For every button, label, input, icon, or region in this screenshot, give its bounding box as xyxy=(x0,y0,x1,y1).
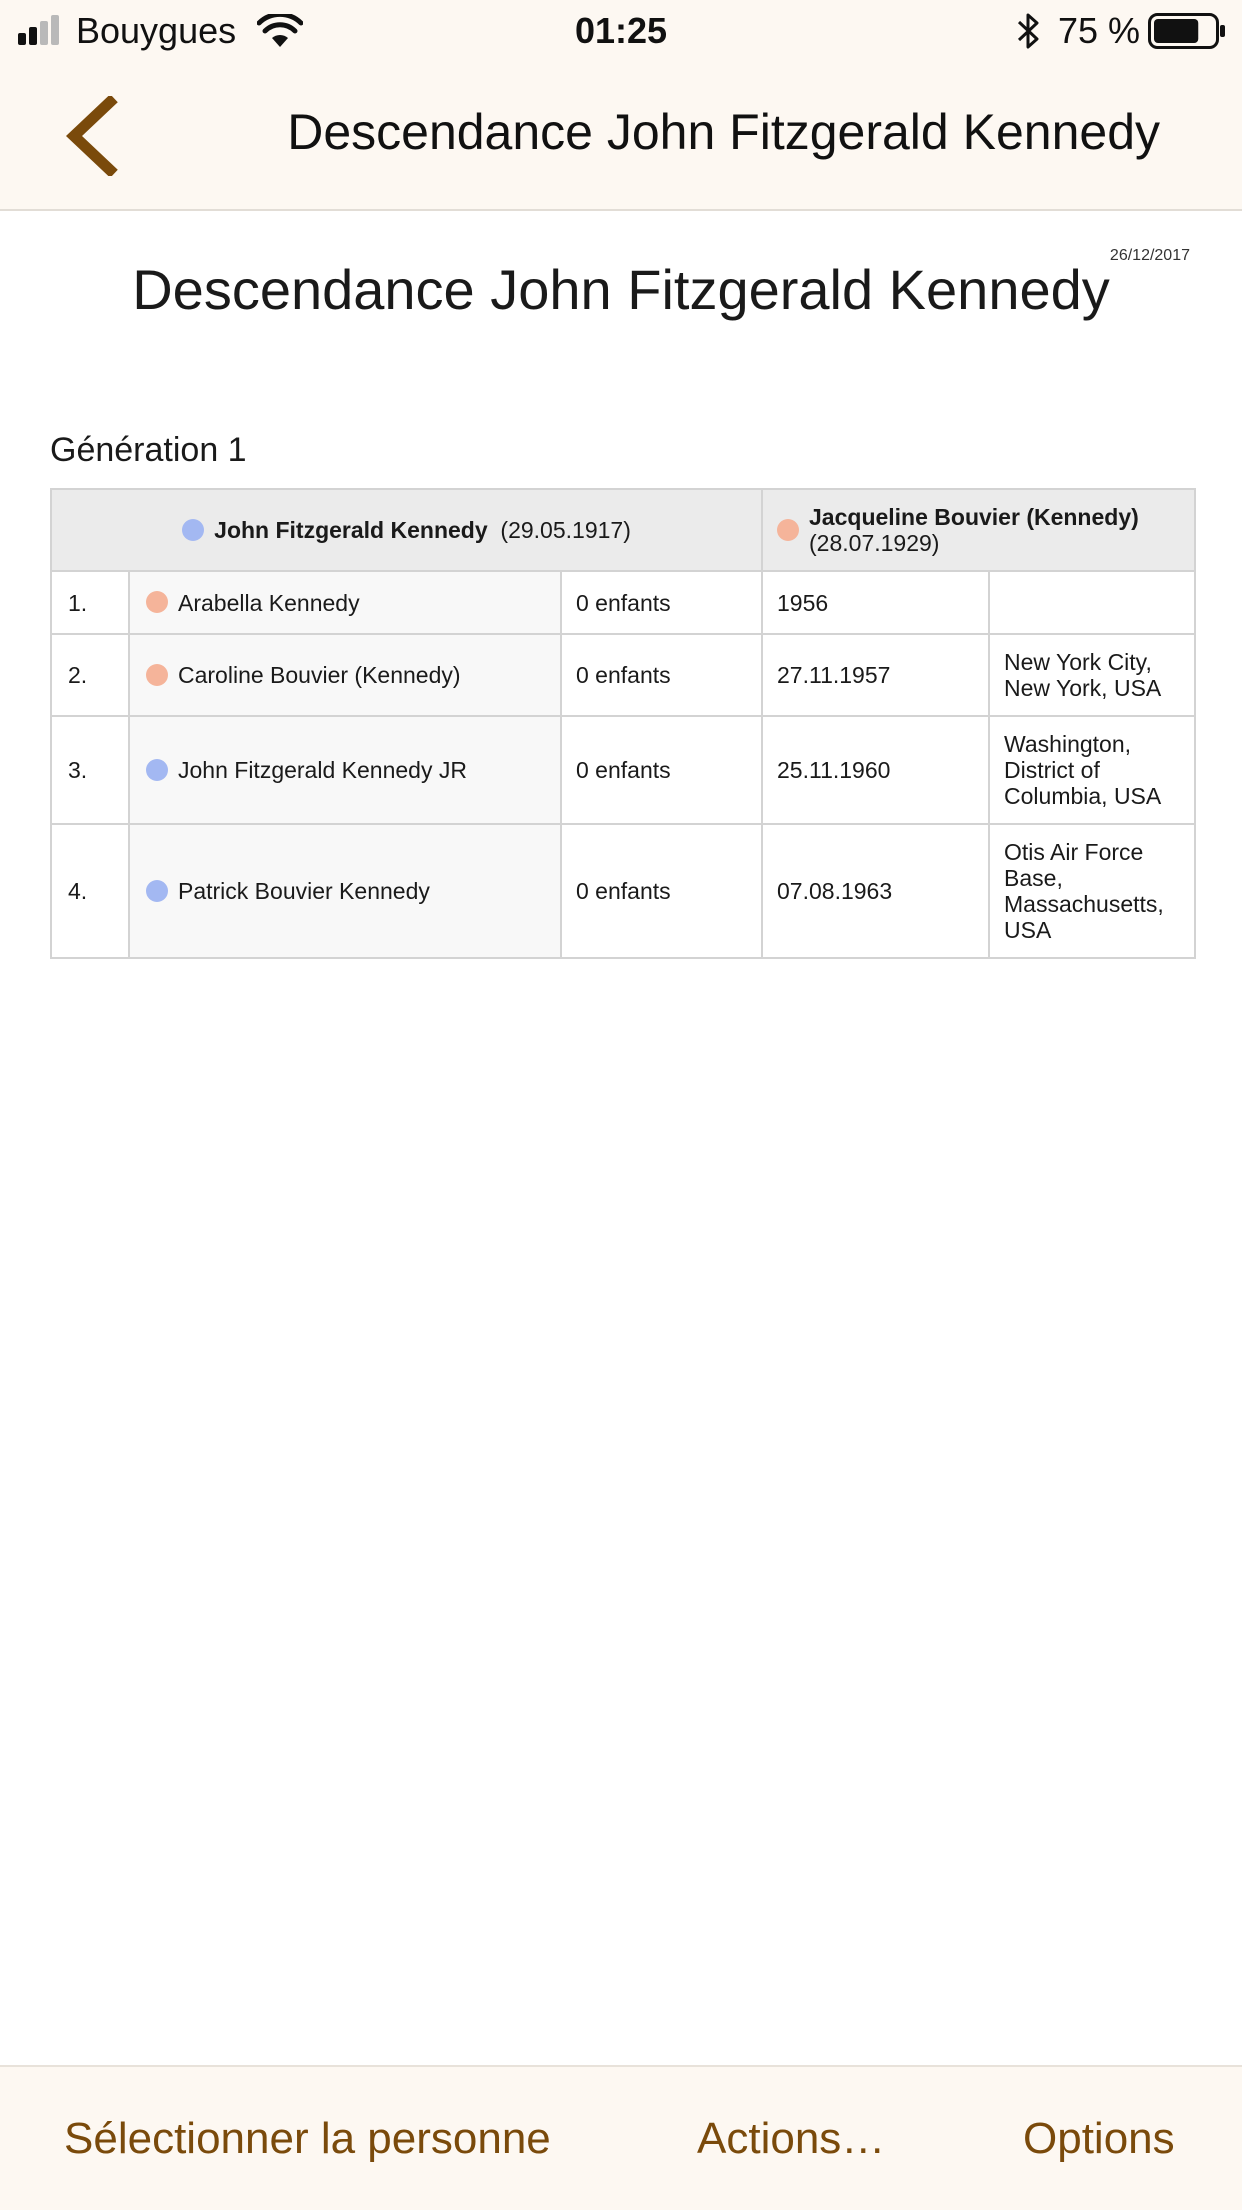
child-name: Patrick Bouvier Kennedy xyxy=(178,878,430,904)
cellular-signal-icon xyxy=(18,15,66,45)
parents-row xyxy=(51,489,1195,571)
gender-dot xyxy=(146,664,168,686)
child-row[interactable] xyxy=(51,716,1195,824)
child-number: 3. xyxy=(51,716,129,824)
mother-birth-date: (28.07.1929) xyxy=(809,530,940,556)
child-birth-place: New York City, New York, USA xyxy=(989,634,1195,716)
child-children-count: 0 enfants xyxy=(561,716,762,824)
child-row[interactable] xyxy=(51,824,1195,958)
child-children-count: 0 enfants xyxy=(561,634,762,716)
mother-name: Jacqueline Bouvier (Kennedy) xyxy=(809,504,1139,530)
navigation-bar xyxy=(0,62,1242,211)
wifi-icon xyxy=(257,14,303,48)
child-name-cell[interactable] xyxy=(129,716,561,824)
carrier-name: Bouygues xyxy=(76,10,237,51)
child-birth-date: 1956 xyxy=(762,571,989,634)
child-children-count: 0 enfants xyxy=(561,824,762,958)
nav-title: Descendance John Fitzgerald Kennedy xyxy=(287,104,1160,160)
gender-dot xyxy=(146,591,168,613)
select-person-button[interactable]: Sélectionner la personne xyxy=(64,2114,551,2163)
bottom-toolbar xyxy=(0,2065,1242,2210)
child-name-cell[interactable] xyxy=(129,571,561,634)
status-bar xyxy=(0,0,1242,62)
battery-icon xyxy=(1148,13,1226,49)
actions-button[interactable]: Actions… xyxy=(697,2114,886,2163)
mother-cell[interactable] xyxy=(762,489,1195,571)
report-date: 26/12/2017 xyxy=(1109,247,1190,264)
options-button[interactable]: Options xyxy=(1023,2114,1175,2163)
child-name-cell[interactable] xyxy=(129,634,561,716)
family-table xyxy=(50,488,1196,959)
child-name-cell[interactable] xyxy=(129,824,561,958)
child-name: Caroline Bouvier (Kennedy) xyxy=(178,662,461,688)
female-gender-dot xyxy=(777,519,799,541)
child-number: 4. xyxy=(51,824,129,958)
child-birth-date: 25.11.1960 xyxy=(762,716,989,824)
child-row[interactable] xyxy=(51,571,1195,634)
gender-dot xyxy=(146,759,168,781)
bluetooth-icon xyxy=(1016,12,1042,50)
father-cell[interactable] xyxy=(51,489,762,571)
child-birth-place xyxy=(989,571,1195,634)
chevron-left-icon[interactable] xyxy=(56,96,128,176)
father-birth-date: (29.05.1917) xyxy=(500,517,631,543)
child-name: John Fitzgerald Kennedy JR xyxy=(178,757,467,783)
father-name: John Fitzgerald Kennedy xyxy=(214,517,488,543)
status-time: 01:25 xyxy=(574,10,668,51)
child-number: 1. xyxy=(51,571,129,634)
child-children-count: 0 enfants xyxy=(561,571,762,634)
child-row[interactable] xyxy=(51,634,1195,716)
child-number: 2. xyxy=(51,634,129,716)
child-birth-place: Otis Air Force Base, Massachusetts, USA xyxy=(989,824,1195,958)
battery-percentage: 75 % xyxy=(1058,10,1141,51)
report-title: Descendance John Fitzgerald Kennedy xyxy=(132,258,1110,321)
child-birth-date: 07.08.1963 xyxy=(762,824,989,958)
gender-dot xyxy=(146,880,168,902)
child-birth-date: 27.11.1957 xyxy=(762,634,989,716)
child-birth-place: Washington, District of Columbia, USA xyxy=(989,716,1195,824)
male-gender-dot xyxy=(182,519,204,541)
child-name: Arabella Kennedy xyxy=(178,589,360,616)
generation-label: Génération 1 xyxy=(50,431,247,469)
